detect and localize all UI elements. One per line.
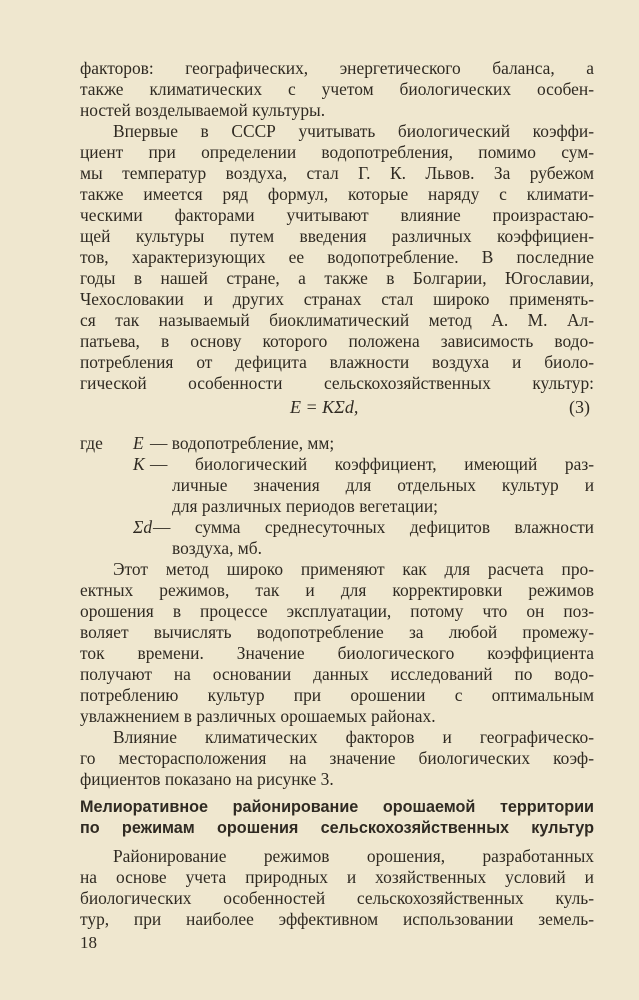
para5-line: биологических особенностей сельскохозяйственных куль- [80, 888, 594, 908]
para1-line: также климатических с учетом биологических особен- [80, 79, 594, 99]
definition-text: для различных периодов вегетации; [172, 496, 438, 516]
para2-line: циент при определении водопотребления, помимо сум- [80, 142, 594, 162]
definition-text: — биологический коэффициент, имеющий раз- [150, 454, 594, 474]
para4-line: Влияние климатических факторов и географическо- [113, 727, 594, 747]
page-number: 18 [80, 933, 97, 952]
para3-line: увлажнением в различных орошаемых районах. [80, 706, 436, 726]
para3-line: орошения в процессе эксплуатации, потому что он поз- [80, 601, 594, 621]
para2-line: ческими факторами учитывают влияние произрастаю- [80, 205, 594, 225]
para2-line: Чехословакии и других странах стал широко применять- [80, 289, 594, 309]
para4-line: го месторасположения на значение биологических коэф- [80, 748, 594, 768]
para2-line: мы температур воздуха, стал Г. К. Львов. За рубежом [80, 163, 594, 183]
section-heading: Мелиоративное районирование орошаемой территории [80, 798, 594, 816]
para5-line: Районирование режимов орошения, разработанных [113, 846, 594, 866]
para1-line: факторов: географических, энергетического баланса, а [80, 58, 594, 78]
definition-symbol: Σd [133, 517, 153, 537]
para2-line: потребления от дефицита влажности воздуха и биоло- [80, 352, 594, 372]
para5-line: на основе учета природных и хозяйственных условий и [80, 867, 594, 887]
definition-text: личные значения для отдельных культур и [172, 475, 594, 495]
para2-line: щей культуры путем введения различных коэффициен- [80, 226, 594, 246]
para3-line: ток времени. Значение биологического коэффициента [80, 643, 594, 663]
definition-symbol: K [133, 454, 145, 474]
para3-line: Этот метод широко применяют как для расчета про- [113, 559, 594, 579]
para2-line: патьева, в основу которого положена зависимость водо- [80, 331, 594, 351]
para5-line: тур, при наиболее эффективном использовании земель- [80, 909, 594, 929]
para1-line: ностей возделываемой культуры. [80, 100, 326, 120]
para2-line: также имеется ряд формул, которые наряду с климати- [80, 184, 594, 204]
para2-line: годы в нашей стране, а также в Болгарии, Югославии, [80, 268, 594, 288]
para4-line: фициентов показано на рисунке 3. [80, 769, 334, 789]
definition-text: — сумма среднесуточных дефицитов влажности [153, 517, 594, 537]
formula-expression: E = KΣd, [290, 397, 359, 417]
formula-number: (3) [569, 397, 590, 417]
where-label: где [80, 433, 103, 453]
para2-line: гической особенности сельскохозяйственных культур: [80, 373, 594, 393]
definition-text: — водопотребление, мм; [150, 433, 335, 453]
para3-line: ектных режимов, так и для корректировки режимов [80, 580, 594, 600]
para2-line: тов, характеризующих ее водопотребление. В последние [80, 247, 594, 267]
section-heading: по режимам орошения сельскохозяйственных культур [80, 819, 594, 837]
para2-line: ся так называемый биоклиматический метод А. М. Ал- [80, 310, 594, 330]
para3-line: получают на основании данных исследований по водо- [80, 664, 594, 684]
para3-line: воляет вычислять водопотребление за любой промежу- [80, 622, 594, 642]
definition-symbol: E [133, 433, 144, 453]
para2-line: Впервые в СССР учитывать биологический коэффи- [113, 121, 594, 141]
para3-line: потреблению культур при орошении с оптимальным [80, 685, 594, 705]
definition-text: воздуха, мб. [172, 538, 262, 558]
